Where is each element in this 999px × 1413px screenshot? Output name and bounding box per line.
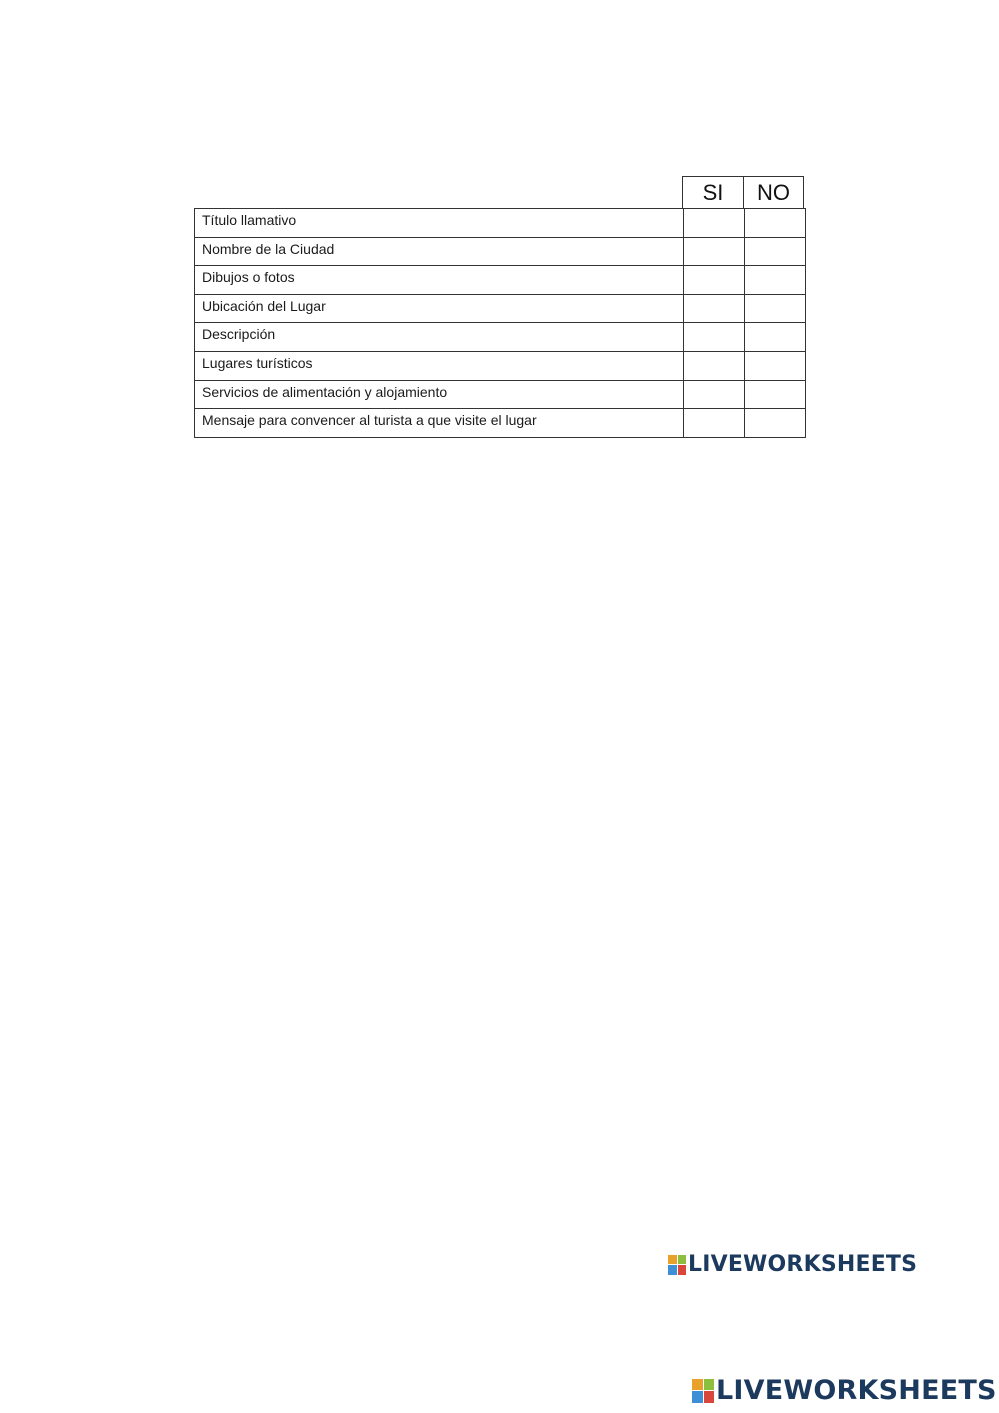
logo-text: LIVEWORKSHEETS bbox=[688, 1252, 918, 1277]
row-label: Ubicación del Lugar bbox=[195, 294, 684, 323]
answer-box-si[interactable] bbox=[684, 237, 745, 266]
table-row bbox=[195, 294, 806, 323]
header-no: NO bbox=[743, 176, 804, 209]
row-label: Descripción bbox=[195, 323, 684, 352]
row-label: Mensaje para convencer al turista a que visite el lugar bbox=[195, 409, 684, 438]
row-label: Servicios de alimentación y alojamiento bbox=[195, 380, 684, 409]
liveworksheets-logo-icon bbox=[692, 1379, 714, 1403]
answer-box-si[interactable] bbox=[684, 351, 745, 380]
answer-box-si[interactable] bbox=[684, 409, 745, 438]
table-row bbox=[195, 209, 806, 238]
answer-box-no[interactable] bbox=[745, 351, 806, 380]
header-si: SI bbox=[682, 176, 744, 209]
table-row bbox=[195, 237, 806, 266]
row-label: Título llamativo bbox=[195, 209, 684, 238]
liveworksheets-logo-footer bbox=[692, 1375, 997, 1406]
answer-box-si[interactable] bbox=[684, 209, 745, 238]
logo-text: LIVEWORKSHEETS bbox=[716, 1375, 997, 1406]
row-label: Lugares turísticos bbox=[195, 351, 684, 380]
answer-box-no[interactable] bbox=[745, 294, 806, 323]
answer-box-no[interactable] bbox=[745, 237, 806, 266]
table-row bbox=[195, 380, 806, 409]
answer-box-no[interactable] bbox=[745, 409, 806, 438]
table-header-row bbox=[682, 176, 804, 208]
table-row bbox=[195, 323, 806, 352]
answer-box-si[interactable] bbox=[684, 380, 745, 409]
answer-box-no[interactable] bbox=[745, 380, 806, 409]
row-label: Nombre de la Ciudad bbox=[195, 237, 684, 266]
table-row bbox=[195, 351, 806, 380]
answer-box-no[interactable] bbox=[745, 266, 806, 295]
table-row bbox=[195, 409, 806, 438]
answer-box-si[interactable] bbox=[684, 266, 745, 295]
answer-box-no[interactable] bbox=[745, 209, 806, 238]
checklist-table bbox=[194, 208, 806, 438]
row-label: Dibujos o fotos bbox=[195, 266, 684, 295]
answer-box-si[interactable] bbox=[684, 294, 745, 323]
answer-box-si[interactable] bbox=[684, 323, 745, 352]
answer-box-no[interactable] bbox=[745, 323, 806, 352]
liveworksheets-logo-icon bbox=[668, 1255, 686, 1275]
table-row bbox=[195, 266, 806, 295]
liveworksheets-logo bbox=[668, 1252, 917, 1277]
